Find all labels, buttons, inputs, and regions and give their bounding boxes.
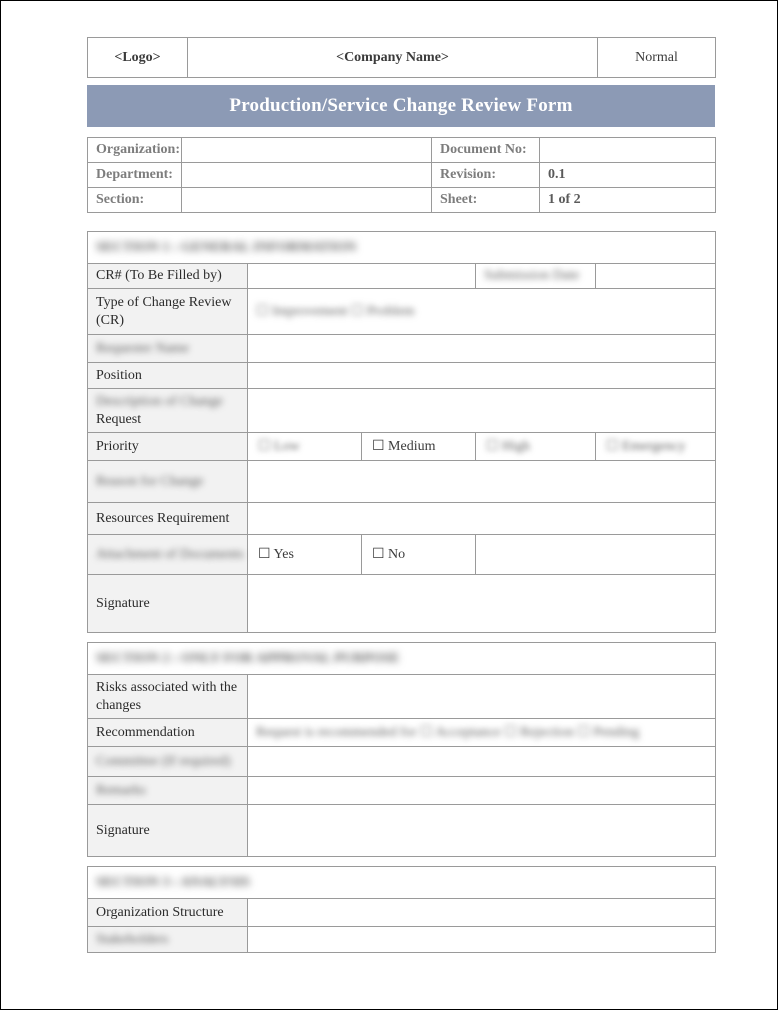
table-row: [88, 138, 716, 163]
redacted-text: Attachment of Documents: [96, 546, 244, 562]
meta-rows: [88, 138, 716, 213]
redacted-text: SECTION 2 : ONLY FOR APPROVAL PURPOSE: [96, 650, 400, 666]
field-input-stakeholders[interactable]: [248, 927, 716, 953]
field-label-committee: [88, 747, 248, 777]
meta-label-revision: Revision:: [432, 163, 540, 188]
section-header-row: [88, 643, 716, 675]
field-label-remarks: [88, 777, 248, 805]
change-review-form-table: [87, 231, 716, 953]
spacer-cell: [88, 633, 716, 643]
field-input-signature-section-2[interactable]: [248, 805, 716, 857]
section-header-row: [88, 867, 716, 899]
field-label-signature-section-1: Signature: [88, 575, 248, 633]
field-label-resources-requirement: Resources Requirement: [88, 503, 248, 535]
table-row: [88, 433, 716, 461]
field-options-type-of-change-review[interactable]: [248, 289, 716, 335]
table-row: [88, 363, 716, 389]
table-row: [88, 503, 716, 535]
priority-option-emergency[interactable]: [596, 433, 716, 461]
field-options-recommendation[interactable]: [248, 719, 716, 747]
field-input-description-of-change-request[interactable]: [248, 389, 716, 433]
checkbox-label-yes: ☐ Yes: [258, 547, 294, 562]
meta-label-document-no: Document No:: [432, 138, 540, 163]
section-1-heading: [88, 232, 716, 264]
field-label-signature-section-2: Signature: [88, 805, 248, 857]
meta-label-department: Department:: [88, 163, 182, 188]
field-label-recommendation: Recommendation: [88, 719, 248, 747]
field-input-attachment-notes[interactable]: [476, 535, 716, 575]
field-input-submission-date[interactable]: [596, 264, 716, 289]
field-label-cr-number: CR# (To Be Filled by): [88, 264, 248, 289]
meta-value-department: [182, 163, 432, 188]
redacted-text: Stakeholders: [96, 931, 169, 947]
redacted-text: ☐ Improvement ☐ Problem: [256, 304, 415, 319]
meta-label-organization: Organization:: [88, 138, 182, 163]
checkbox-label-medium: ☐ Medium: [372, 439, 436, 454]
field-input-resources-requirement[interactable]: [248, 503, 716, 535]
table-row: [88, 188, 716, 213]
field-input-requester-name[interactable]: [248, 335, 716, 363]
table-row: [88, 389, 716, 433]
field-label-description-of-change-request: [88, 389, 248, 433]
table-row: [88, 747, 716, 777]
field-label-second-line: Request: [96, 411, 142, 427]
field-label-attachment-of-documents: [88, 535, 248, 575]
document-meta-table: [87, 137, 716, 213]
table-row: [88, 264, 716, 289]
field-input-reason-for-change[interactable]: [248, 461, 716, 503]
redacted-text: SECTION 1 : GENERAL INFORMATION: [96, 239, 357, 255]
section-header-row: [88, 232, 716, 264]
page-title: Production/Service Change Review Form: [229, 95, 573, 116]
table-row: [88, 575, 716, 633]
logo-placeholder-cell: <Logo>: [88, 38, 188, 78]
meta-value-section: [182, 188, 432, 213]
document-header-table: [87, 37, 716, 78]
field-label-reason-for-change: [88, 461, 248, 503]
field-input-cr-number[interactable]: [248, 264, 476, 289]
redacted-text: Request is recommended for ☐ Acceptance ☐ Rejection ☐ Pending: [256, 725, 640, 740]
field-label-stakeholders: [88, 927, 248, 953]
form-title-banner: [87, 85, 715, 127]
spacer-cell: [88, 857, 716, 867]
field-label-submission-date: [476, 264, 596, 289]
field-label-organization-structure: Organization Structure: [88, 899, 248, 927]
table-row: [88, 535, 716, 575]
table-row: [88, 163, 716, 188]
meta-label-section: Section:: [88, 188, 182, 213]
section-2-heading: [88, 643, 716, 675]
redacted-text: Remarks: [96, 782, 146, 798]
table-row: [88, 927, 716, 953]
redacted-text: ☐ High: [486, 439, 531, 454]
checkbox-label-no: ☐ No: [372, 547, 406, 562]
field-input-position[interactable]: [248, 363, 716, 389]
classification-cell: Normal: [598, 38, 716, 78]
table-row: [88, 335, 716, 363]
field-label-type-of-change-review: Type of Change Review (CR): [88, 289, 248, 335]
field-label-risks-associated: Risks associated with the changes: [88, 675, 248, 719]
section-3-heading: [88, 867, 716, 899]
table-row: [88, 899, 716, 927]
table-row: [88, 675, 716, 719]
company-name-placeholder-cell: <Company Name>: [188, 38, 598, 78]
attachment-option-no[interactable]: [362, 535, 476, 575]
priority-option-medium[interactable]: [362, 433, 476, 461]
redacted-text: SECTION 3 : ANALYSIS: [96, 874, 250, 890]
table-row: [88, 461, 716, 503]
attachment-option-yes[interactable]: [248, 535, 362, 575]
table-row: [88, 777, 716, 805]
redacted-text: Reason for Change: [96, 473, 204, 489]
redacted-text: Description of Change: [96, 394, 223, 409]
field-label-position: Position: [88, 363, 248, 389]
redacted-text: ☐ Emergency: [606, 439, 686, 454]
priority-option-low[interactable]: [248, 433, 362, 461]
field-input-risks-associated[interactable]: [248, 675, 716, 719]
meta-value-sheet: 1 of 2: [540, 188, 716, 213]
field-input-remarks[interactable]: [248, 777, 716, 805]
section-spacer: [88, 857, 716, 867]
section-spacer: [88, 633, 716, 643]
table-row: [88, 38, 716, 78]
field-label-priority: Priority: [88, 433, 248, 461]
redacted-text: ☐ Low: [258, 439, 300, 454]
meta-value-document-no: [540, 138, 716, 163]
document-body: [87, 37, 715, 953]
table-row: [88, 289, 716, 335]
field-input-signature-section-1[interactable]: [248, 575, 716, 633]
priority-option-high[interactable]: [476, 433, 596, 461]
field-label-requester-name: [88, 335, 248, 363]
redacted-text: Submission Date: [484, 268, 580, 283]
field-input-organization-structure[interactable]: [248, 899, 716, 927]
redacted-text: Committee (If required): [96, 753, 231, 769]
meta-value-revision: 0.1: [540, 163, 716, 188]
table-row: [88, 719, 716, 747]
redacted-text: Requester Name: [96, 340, 189, 356]
field-input-committee[interactable]: [248, 747, 716, 777]
meta-label-sheet: Sheet:: [432, 188, 540, 213]
table-row: [88, 805, 716, 857]
meta-value-organization: [182, 138, 432, 163]
